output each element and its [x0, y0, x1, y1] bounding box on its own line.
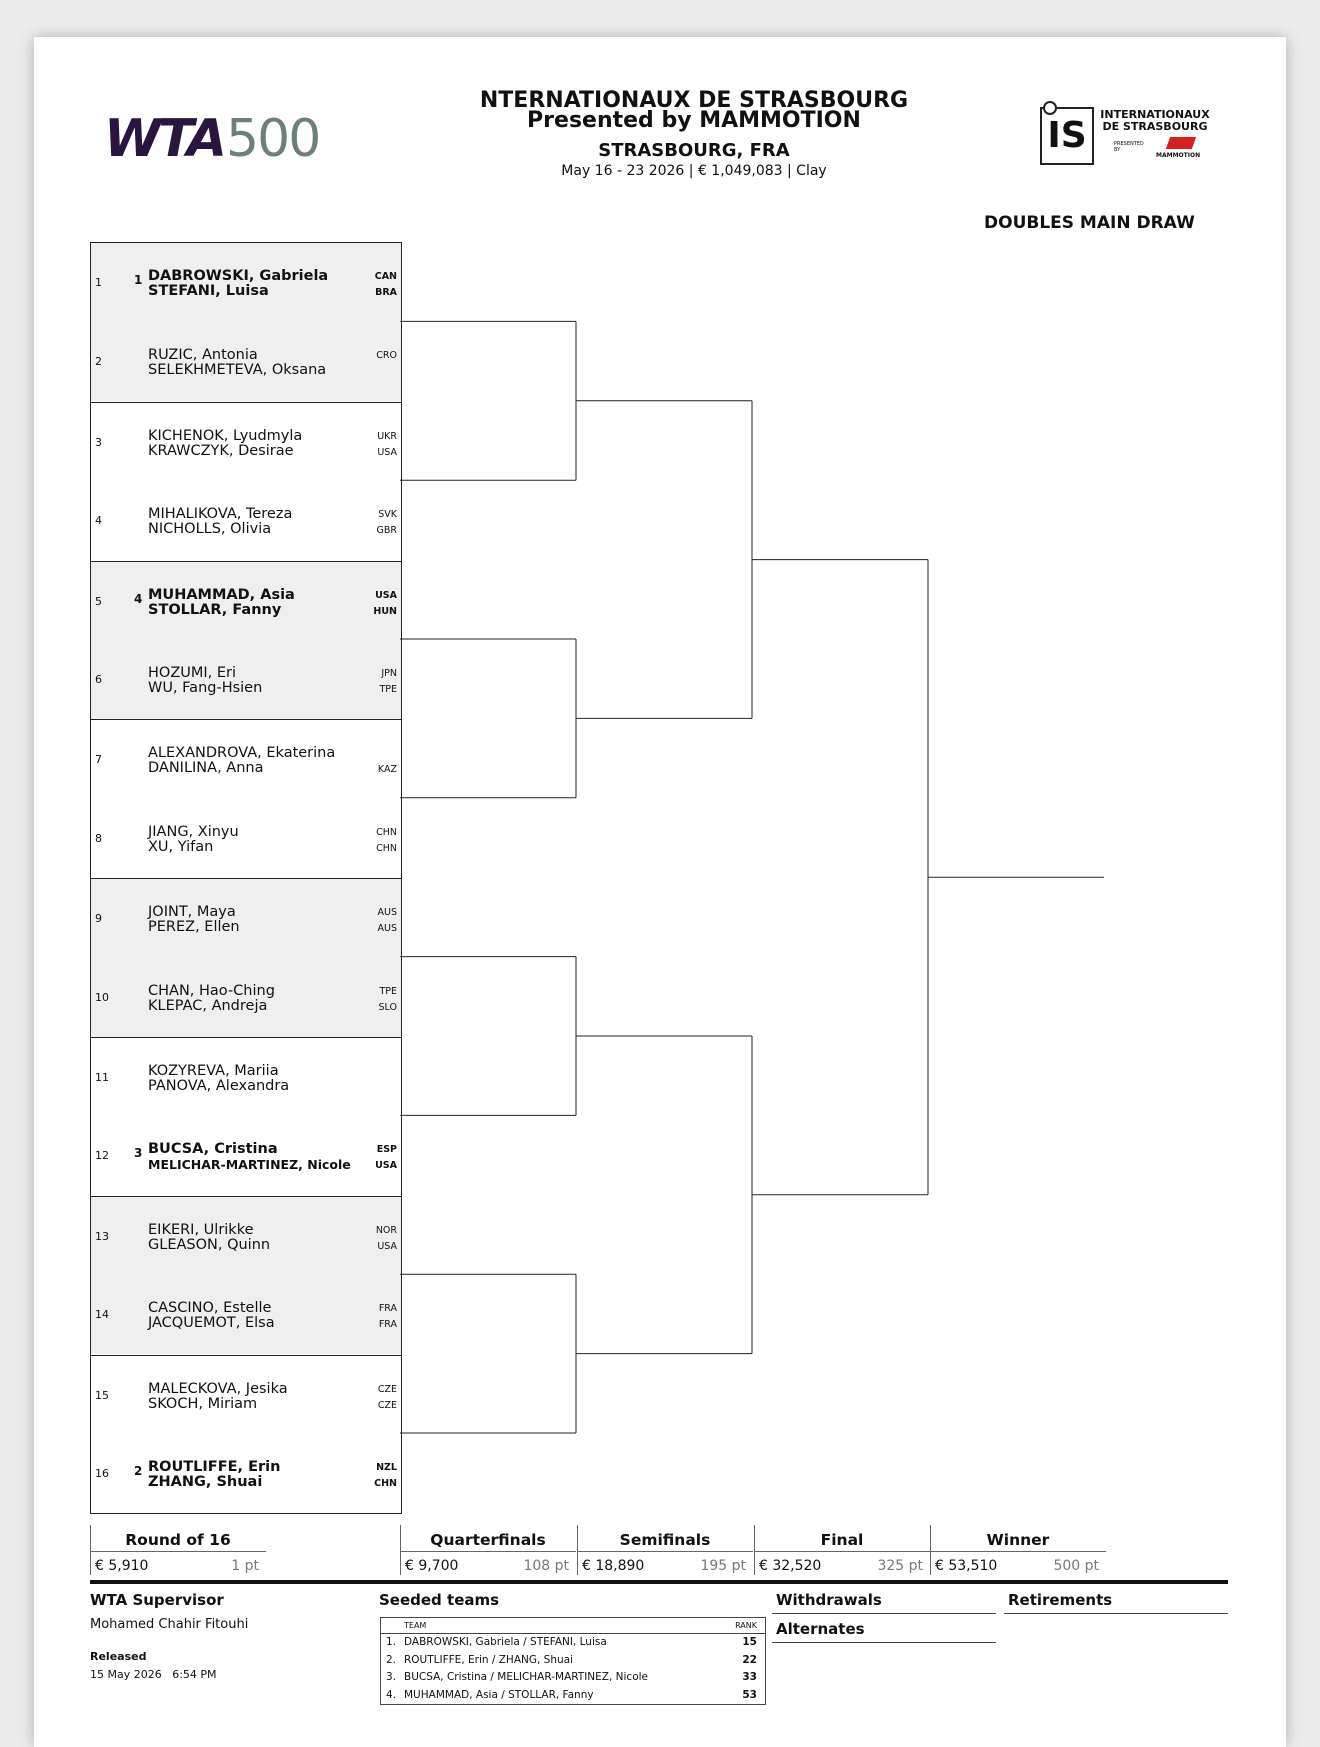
seed-index: 3.	[386, 1671, 397, 1683]
withdrawals-label: Withdrawals	[776, 1591, 882, 1609]
seeded-team-row	[381, 1652, 765, 1670]
player-1-country: TPE	[379, 985, 397, 997]
seeded-teams-table	[380, 1617, 766, 1705]
released-value: 15 May 2026 6:54 PM	[90, 1668, 217, 1681]
draw-position: 2	[95, 355, 102, 369]
player-1-name: JOINT, Maya	[148, 904, 236, 921]
seeded-team-rank: 15	[742, 1636, 757, 1648]
player-1-name: BUCSA, Cristina	[148, 1141, 278, 1158]
player-2-country: KAZ	[377, 764, 397, 776]
supervisor-name: Mohamed Chahir Fitouhi	[90, 1617, 249, 1632]
player-1-country: CHN	[376, 826, 397, 838]
player-2-country: SLO	[378, 1001, 397, 1013]
tournament-location: STRASBOURG, FRA	[598, 140, 790, 161]
round-name: Quarterfinals	[430, 1531, 546, 1549]
player-2-country: USA	[377, 1240, 397, 1252]
player-1-name: KICHENOK, Lyudmyla	[148, 427, 303, 444]
draw-position: 6	[95, 673, 102, 686]
player-1-name: MALECKOVA, Jesika	[148, 1380, 288, 1397]
player-1-name: MIHALIKOVA, Tereza	[148, 506, 293, 523]
player-2-name: JACQUEMOT, Elsa	[148, 1315, 275, 1332]
seed-index: 1.	[386, 1636, 397, 1648]
draw-position: 1	[95, 276, 102, 289]
round-points: 108 pt	[523, 1558, 569, 1574]
player-2-country: FRA	[378, 1319, 397, 1331]
seed-number: 3	[134, 1146, 143, 1161]
divider	[90, 1580, 1228, 1584]
draw-position: 13	[95, 1229, 109, 1243]
player-2-name: XU, Yifan	[148, 838, 214, 855]
player-1-country: UKR	[377, 430, 397, 442]
player-1-country: AUS	[377, 907, 397, 919]
player-1-country: JPN	[381, 668, 397, 679]
draw-title: DOUBLES MAIN DRAW	[984, 213, 1195, 233]
seeded-teams-label: Seeded teams	[379, 1591, 500, 1609]
player-1-name: RUZIC, Antonia	[148, 347, 258, 364]
draw-position: 15	[95, 1388, 109, 1402]
player-2-country: CHN	[376, 842, 397, 854]
seed-number: 2	[134, 1464, 143, 1478]
round-prize-money: € 5,910	[95, 1558, 149, 1574]
round-points: 500 pt	[1053, 1558, 1099, 1574]
player-1-country: CRO	[376, 350, 397, 362]
player-1-name: MUHAMMAD, Asia	[148, 586, 295, 603]
player-2-name: DANILINA, Anna	[148, 760, 264, 777]
draw-position: 4	[95, 514, 102, 528]
player-2-name: SKOCH, Miriam	[148, 1395, 258, 1412]
logo-text: INTERNATIONAUX DE STRASBOURG	[1100, 108, 1210, 133]
seeded-team-name: MUHAMMAD, Asia / STOLLAR, Fanny	[404, 1688, 594, 1701]
round-name: Winner	[986, 1531, 1050, 1549]
draw-sheet	[34, 37, 1286, 1747]
seeded-team-row	[381, 1634, 765, 1652]
seeded-team-name: ROUTLIFFE, Erin / ZHANG, Shuai	[404, 1653, 573, 1666]
round-points: 1 pt	[231, 1558, 259, 1574]
player-1-name: JIANG, Xinyu	[148, 823, 239, 840]
player-2-country: USA	[375, 1160, 397, 1172]
tournament-details: May 16 - 23 2026 | € 1,049,083 | Clay	[561, 163, 827, 179]
player-1-name: EIKERI, Ulrikke	[148, 1221, 254, 1238]
player-2-country: USA	[377, 446, 397, 458]
player-1-country: USA	[375, 589, 397, 601]
released-label: Released	[90, 1650, 147, 1663]
player-1-name: ROUTLIFFE, Erin	[148, 1459, 281, 1475]
draw-bracket	[34, 37, 1286, 1537]
seed-index: 2.	[386, 1653, 397, 1666]
round-prize-money: € 53,510	[935, 1558, 998, 1574]
draw-position: 16	[95, 1467, 109, 1480]
player-1-country: CZE	[377, 1383, 397, 1395]
player-2-name: GLEASON, Quinn	[148, 1236, 271, 1253]
player-1-country: NOR	[375, 1224, 397, 1236]
seed-number: 1	[134, 273, 143, 287]
player-1-country: CAN	[374, 271, 397, 282]
draw-position: 3	[95, 435, 102, 449]
seeded-team-name: BUCSA, Cristina / MELICHAR-MARTINEZ, Nicole	[404, 1671, 649, 1683]
seeded-team-rank: 33	[742, 1671, 757, 1683]
withdrawals-line	[772, 1613, 996, 1614]
player-2-name: PEREZ, Ellen	[148, 919, 240, 936]
player-2-name: STOLLAR, Fanny	[148, 601, 282, 618]
draw-position: 9	[95, 912, 102, 926]
player-1-country: FRA	[378, 1303, 397, 1315]
logo-sponsor: MAMMOTION	[1156, 152, 1201, 159]
player-2-country: GBR	[376, 525, 397, 537]
round-prize-money: € 32,520	[759, 1558, 822, 1574]
seeded-team-name: DABROWSKI, Gabriela / STEFANI, Luisa	[404, 1636, 607, 1648]
player-1-country: ESP	[376, 1144, 397, 1156]
player-2-country: TPE	[379, 684, 397, 695]
player-2-name: MELICHAR-MARTINEZ, Nicole	[148, 1157, 351, 1173]
player-2-name: ZHANG, Shuai	[148, 1474, 263, 1490]
player-2-name: KLEPAC, Andreja	[148, 997, 268, 1014]
logo-presented-by: PRESENTED BY	[1114, 141, 1144, 153]
seed-index: 4.	[386, 1688, 397, 1701]
player-1-name: CHAN, Hao-Ching	[148, 982, 275, 999]
round-column	[90, 1525, 266, 1575]
player-1-name: KOZYREVA, Mariia	[148, 1063, 279, 1079]
player-2-name: STEFANI, Luisa	[148, 283, 269, 299]
player-2-country: HUN	[373, 605, 397, 617]
wta-logo-text: WTA	[104, 109, 225, 169]
draw-position: 11	[95, 1071, 109, 1084]
seeded-team-row	[381, 1687, 765, 1705]
round-column	[754, 1525, 930, 1575]
player-2-country: BRA	[375, 287, 397, 298]
seeded-team-rank: 22	[742, 1653, 757, 1666]
round-column	[400, 1525, 576, 1575]
retirements-line	[1004, 1613, 1228, 1614]
player-2-country: CHN	[374, 1478, 397, 1489]
alternates-line	[772, 1642, 996, 1643]
draw-position: 8	[95, 831, 102, 845]
player-2-country: AUS	[377, 923, 397, 935]
retirements-label: Retirements	[1008, 1591, 1113, 1609]
player-1-name: CASCINO, Estelle	[148, 1300, 272, 1317]
draw-position: 12	[95, 1149, 109, 1163]
alternates-label: Alternates	[776, 1620, 865, 1638]
draw-position: 14	[95, 1308, 109, 1322]
player-2-name: KRAWCZYK, Desirae	[148, 442, 294, 459]
round-name: Semifinals	[619, 1531, 711, 1549]
draw-position: 7	[95, 753, 102, 767]
round-column	[930, 1525, 1106, 1575]
player-1-name: HOZUMI, Eri	[148, 665, 237, 681]
player-1-country: SVK	[378, 509, 397, 521]
round-points: 195 pt	[700, 1558, 746, 1574]
round-prize-money: € 18,890	[582, 1558, 645, 1574]
player-2-name: PANOVA, Alexandra	[148, 1078, 290, 1094]
seeded-team-rank: 53	[742, 1688, 757, 1701]
tournament-title-line1: NTERNATIONAUX DE STRASBOURG	[479, 88, 909, 113]
draw-position: 10	[95, 990, 109, 1004]
round-name: Round of 16	[125, 1531, 231, 1549]
wta-logo-number: 500	[226, 109, 320, 169]
round-name: Final	[820, 1531, 864, 1549]
supervisor-label: WTA Supervisor	[90, 1591, 224, 1609]
tournament-title-line2: Presented by MAMMOTION	[527, 108, 861, 133]
player-2-name: SELEKHMETEVA, Oksana	[148, 362, 327, 379]
player-1-name: DABROWSKI, Gabriela	[148, 268, 329, 284]
player-2-name: NICHOLLS, Olivia	[148, 521, 272, 538]
round-column	[577, 1525, 753, 1575]
round-points: 325 pt	[877, 1558, 923, 1574]
draw-position: 5	[95, 594, 102, 608]
round-prize-money: € 9,700	[405, 1558, 459, 1574]
seeded-table-header: TEAM RANK	[381, 1618, 765, 1634]
seeded-team-row	[381, 1669, 765, 1687]
player-2-country: CZE	[377, 1399, 397, 1411]
seed-number: 4	[134, 591, 143, 606]
is-mark: IS	[1040, 107, 1094, 165]
player-1-name: ALEXANDROVA, Ekaterina	[148, 745, 336, 762]
player-1-country: NZL	[376, 1462, 397, 1473]
player-2-name: WU, Fang-Hsien	[148, 680, 263, 696]
